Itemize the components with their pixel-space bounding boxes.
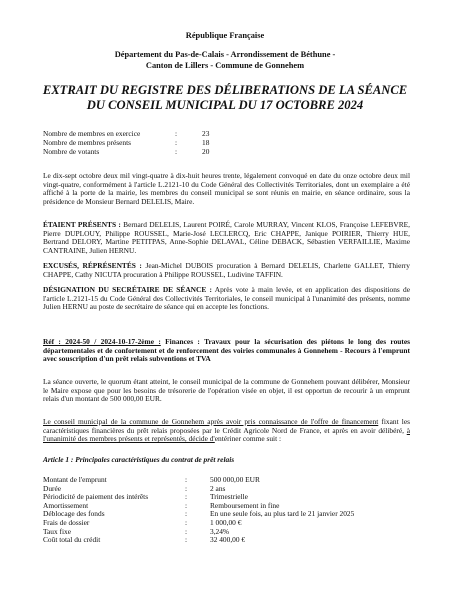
- presents-text: Bernard DELELIS, Laurent POIRÉ, Carole MURRAY, Vincent KLOS, Françoise LEFEBVRE, Pierre DUPLOUY, Philippe ROUSSEL, Marie-José LECLERCQ, Eric CHAPPE, Janique POIRIER, Thierry HUE, Bertrand DELORY, Martine PETITPAS, Anne-Sophie DELAVAL, Céline DEBACK, Sébastien VERFAILLIE, Maxime CANTRAINE, Julien HERNU.: [43, 220, 410, 255]
- decision-text: fixant les caractéristiques financières du prêt relais proposées par le Crédit Agricole Nord de France, et après en avoir délibéré,: [43, 417, 410, 435]
- loan-row: [43, 536, 410, 545]
- loan-value: 32 400,00 €: [210, 535, 246, 545]
- excuses-text: Jean-Michel DUBOIS procuration à Bernard DELELIS, Charlette GALLET, Thierry CHAPPE, Cathy NICUTA procuration à Philippe ROUSSEL, Ludivine TAFFIN.: [43, 261, 410, 279]
- canton-heading: Canton de Lillers - Commune de Gonnehem: [145, 61, 305, 70]
- loan-value: 500 000,00 EUR: [210, 475, 260, 484]
- decision-underlined: Le conseil municipal de la commune de Gonnehem après avoir pris connaissance de l'offre de financement: [43, 417, 379, 426]
- loan-row: [43, 476, 410, 485]
- deliberation-ref: Réf : 2024-50 / 2024-10-17-2ème :: [43, 337, 161, 346]
- loan-sep: :: [185, 517, 188, 527]
- members-label: Nombre de membres en exercice: [43, 129, 141, 138]
- members-sep: :: [175, 129, 178, 138]
- decision-paragraph: [43, 418, 410, 444]
- excuses-label: EXCUSÉS, RÉPRÉSENTÉS :: [43, 261, 142, 270]
- excuses-paragraph: [43, 262, 410, 279]
- deliberation-subject: Finances : Travaux pour la sécurisation des piétons le long des routes départementales et de confortement et de renforcement des voiries communales à Gonnehem - Recours à l'emprunt avec souscription d'un prêt relais subventions et TVA: [43, 337, 410, 364]
- members-row: [43, 148, 243, 157]
- members-value: 18: [202, 137, 210, 147]
- secretaire-text: Après vote à main levée, et en application des dispositions de l'article L.2121-15 du Code Général des Collectivités Territoriales, le conseil municipal à l'unanimité des présents, nomme Julien HERNU au poste de secrétaire de séance qui en accepte les fonctions.: [43, 285, 410, 312]
- loan-label: Montant de l'emprunt: [43, 475, 107, 484]
- loan-value: En une seule fois, au plus tard le 21 janvier 2025: [210, 509, 355, 519]
- members-label: Nombre de votants: [43, 146, 100, 156]
- document-title-line2: DU CONSEIL MUNICIPAL DU 17 OCTOBRE 2024: [86, 98, 364, 112]
- secretaire-paragraph: [43, 286, 410, 312]
- loan-label: Frais de dossier: [43, 517, 90, 527]
- loan-label: Durée: [43, 483, 62, 493]
- presents-paragraph: [43, 221, 410, 255]
- loan-sep: :: [185, 526, 188, 536]
- loan-value: 2 ans: [210, 483, 226, 493]
- members-sep: :: [175, 137, 178, 147]
- loan-terms: [43, 476, 410, 545]
- loan-sep: :: [185, 535, 188, 545]
- loan-sep: :: [185, 492, 188, 502]
- loan-sep: :: [185, 500, 188, 510]
- loan-label: Coût total du crédit: [43, 535, 101, 545]
- secretaire-label: DÉSIGNATION DU SECRÉTAIRE DE SÉANCE :: [43, 285, 212, 294]
- document-title-line1: EXTRAIT DU REGISTRE DES DÉLIBERATIONS DE LA SÉANCE: [42, 83, 408, 97]
- loan-value: 1 000,00 €: [210, 517, 242, 527]
- loan-value: Remboursement in fine: [210, 500, 280, 510]
- decision-text-2: entériner comme suit :: [214, 434, 282, 444]
- intro-paragraph: Le dix-sept octobre deux mil vingt-quatre à dix-huit heures trente, légalement convoqué en date du onze octobre deux mil vingt-quatre, conformément à l'article L.2121-10 du Code Général des Collectivités Territoriales, dont un exemplaire a été affiché à la porte de la mairie, les membres du conseil municipal se sont réunis en mairie, en séance ordinaire, sous la présidence de Monsieur Bernard DELELIS, Maire.: [43, 171, 410, 206]
- loan-value: Trimestrielle: [210, 492, 248, 502]
- republic-heading: République Française: [185, 31, 265, 40]
- loan-sep: :: [185, 483, 188, 493]
- quorum-paragraph: La séance ouverte, le quorum étant atteint, le conseil municipal de la commune de Gonnehem pouvant délibérer, Monsieur le Maire expose que pour les besoins de trésorerie de l'opération visée en objet, il est opportun de recourir à un emprunt relais d'un montant de 500 000,00 EUR.: [43, 377, 410, 404]
- loan-sep: :: [185, 509, 188, 519]
- departement-heading: Département du Pas-de-Calais - Arrondissement de Béthune -: [114, 50, 336, 59]
- members-label: Nombre de membres présents: [43, 137, 132, 147]
- members-value: 23: [202, 129, 210, 138]
- deliberation-heading: [43, 338, 410, 364]
- loan-label: Déblocage des fonds: [43, 509, 105, 519]
- loan-label: Périodicité de paiement des intérêts: [43, 492, 149, 502]
- members-summary: [43, 130, 243, 157]
- presents-label: ÉTAIENT PRÉSENTS :: [43, 220, 121, 229]
- article1-heading: Article 1 : Principales caractéristiques du contrat de prêt relais: [43, 455, 235, 464]
- members-sep: :: [175, 146, 178, 156]
- loan-label: Taux fixe: [43, 526, 72, 536]
- members-value: 20: [202, 146, 210, 156]
- loan-sep: :: [185, 475, 188, 484]
- decision-underlined-2: à l'unanimité des membres présents et représentés, décide d': [43, 425, 410, 444]
- loan-label: Amortissement: [43, 500, 89, 510]
- loan-value: 3,24%: [210, 526, 230, 536]
